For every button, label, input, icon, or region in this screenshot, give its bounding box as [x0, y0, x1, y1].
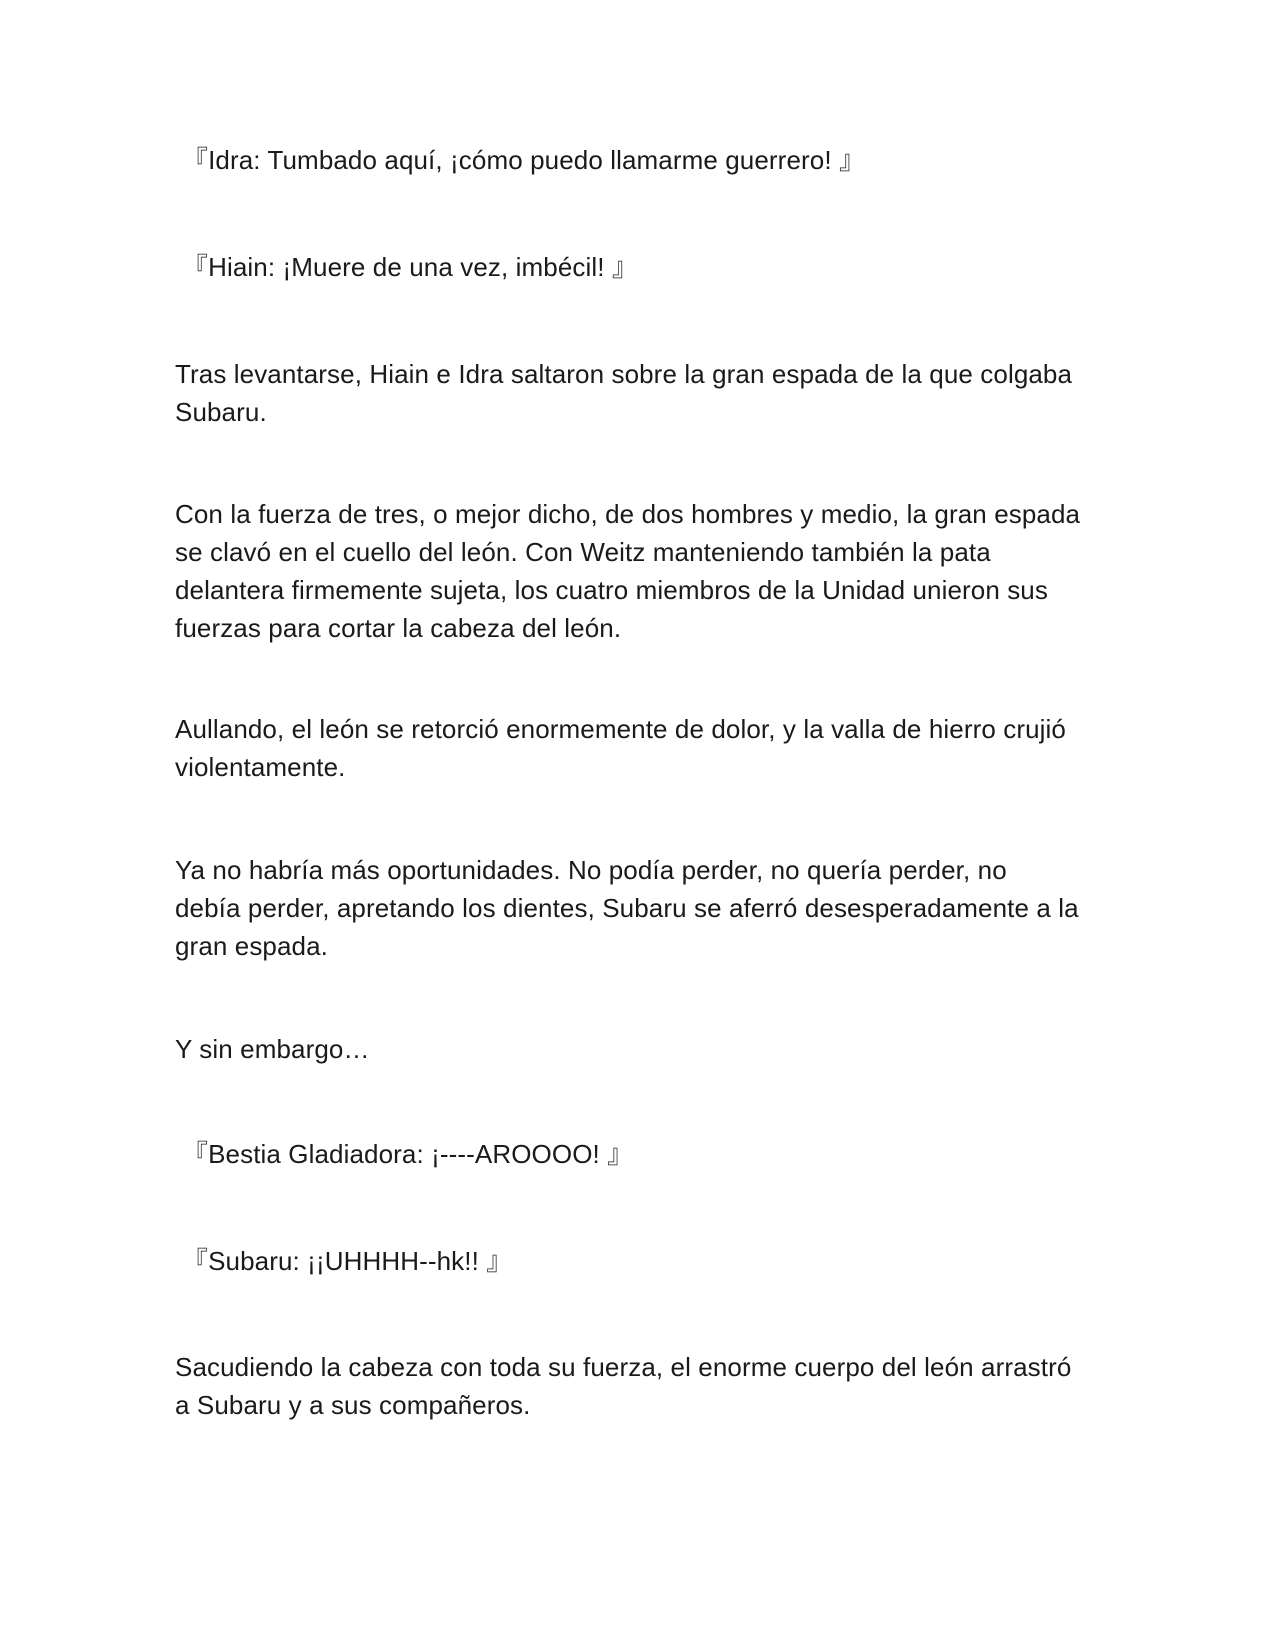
dialogue-line: 『Subaru: ¡¡UHHHH--hk!! 』 [182, 1246, 513, 1276]
text-line: Con la fuerza de tres, o mejor dicho, de dos hombres y medio, la gran espada [175, 499, 1081, 529]
text-line: violentamente. [175, 752, 346, 782]
text-line: Sacudiendo la cabeza con toda su fuerza, el enorme cuerpo del león arrastró [175, 1352, 1072, 1382]
text-line: Ya no habría más oportunidades. No podía perder, no quería perder, no [175, 855, 1007, 885]
text-line: gran espada. [175, 931, 328, 961]
dialogue-line: 『Hiain: ¡Muere de una vez, imbécil! 』 [182, 252, 638, 282]
text-line: Aullando, el león se retorció enormemente de dolor, y la valla de hierro crujió [175, 714, 1066, 744]
dialogue-hiain [182, 248, 1112, 286]
dialogue-line: 『Idra: Tumbado aquí, ¡cómo puedo llamarme guerrero! 』 [182, 145, 866, 175]
text-line: fuerzas para cortar la cabeza del león. [175, 613, 622, 643]
paragraph-narration-6 [175, 1348, 1105, 1424]
paragraph-narration-2 [175, 495, 1105, 647]
paragraph-narration-3 [175, 710, 1105, 786]
dialogue-idra [182, 141, 1112, 179]
dialogue-line: 『Bestia Gladiadora: ¡----AROOOO! 』 [182, 1139, 634, 1169]
paragraph-narration-1 [175, 355, 1105, 431]
text-line: Y sin embargo… [175, 1034, 370, 1064]
text-line: debía perder, apretando los dientes, Subaru se aferró desesperadamente a la [175, 893, 1079, 923]
text-line: se clavó en el cuello del león. Con Weitz manteniendo también la pata [175, 537, 991, 567]
dialogue-bestia-gladiadora [182, 1135, 1112, 1173]
text-line: delantera firmemente sujeta, los cuatro miembros de la Unidad unieron sus [175, 575, 1048, 605]
text-line: Tras levantarse, Hiain e Idra saltaron sobre la gran espada de la que colgaba [175, 359, 1073, 389]
text-line: Subaru. [175, 397, 267, 427]
text-line: a Subaru y a sus compañeros. [175, 1390, 531, 1420]
dialogue-subaru [182, 1242, 1112, 1280]
paragraph-narration-4 [175, 851, 1105, 965]
paragraph-narration-5 [175, 1030, 1105, 1068]
